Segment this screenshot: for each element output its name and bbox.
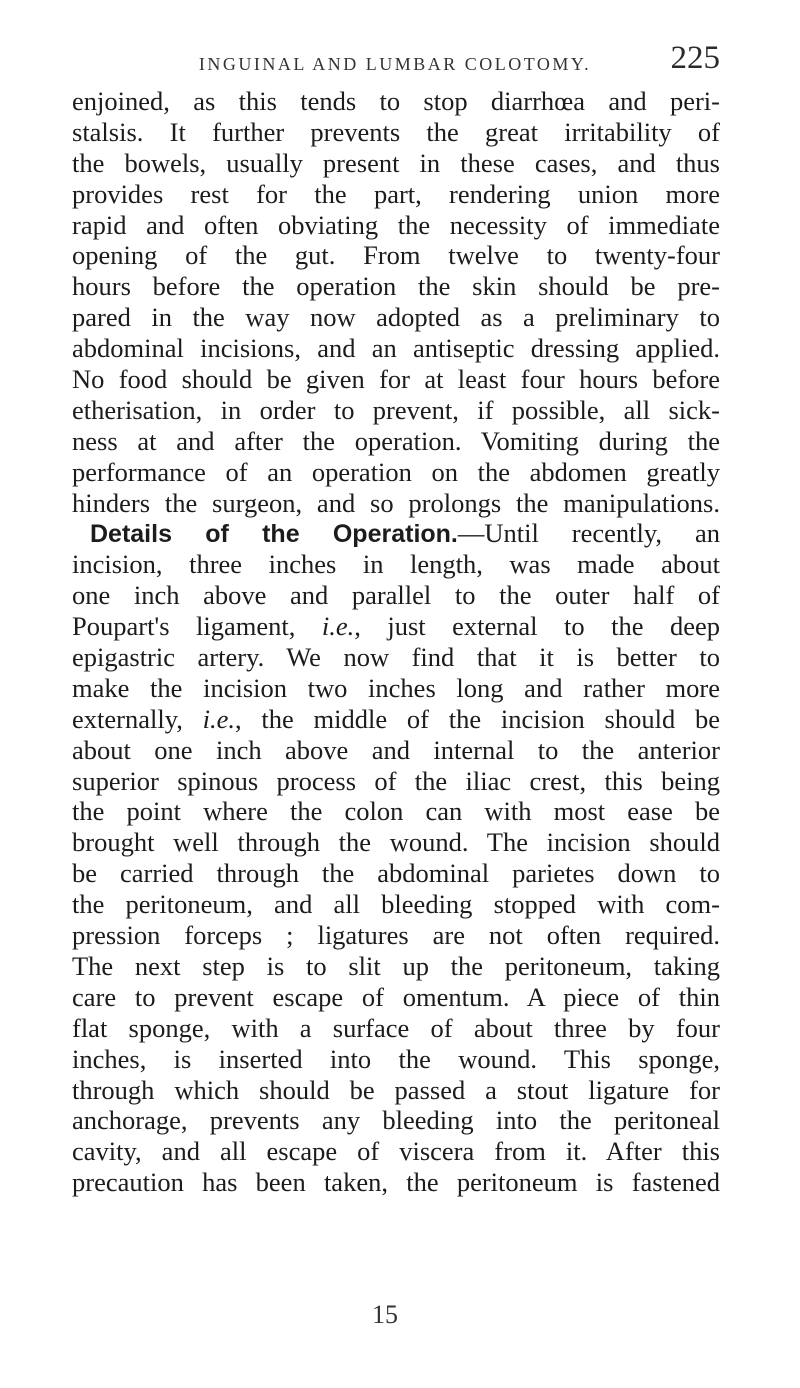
section-heading: Details of the Operation. [90,520,458,549]
text-line: care to prevent escape of omentum. A piece of thin [72,981,720,1012]
text-line: provides rest for the part, rendering union more [72,178,720,209]
running-head [70,40,720,90]
section-heading-continuation: —Until recently, an [457,518,720,549]
printer-signature: 15 [372,1300,398,1329]
text-line: pression forceps ; ligatures are not often required. [72,920,720,951]
text-line: flat sponge, with a surface of about three by four [72,1012,720,1043]
text-line: abdominal incisions, and an antiseptic dressing applied. [72,333,720,364]
text-line: through which should be passed a stout ligature for [72,1074,720,1105]
text-line: performance of an operation on the abdomen greatly [72,456,720,487]
text-line: make the incision two inches long and rather more [72,672,720,703]
text-line: epigastric artery. We now find that it is better to [72,642,720,673]
text-line: hinders the surgeon, and so prolongs the manipulations. [72,487,720,518]
text-line: incision, three inches in length, was made about [72,549,720,580]
text-fragment: Poupart's ligament, [72,611,322,642]
text-line: The next step is to slit up the peritoneum, taking [72,950,720,981]
text-line: hours before the operation the skin should be pre- [72,271,720,302]
text-fragment: , just external to the deep [354,611,720,642]
text-line: brought well through the wound. The incision should [72,827,720,858]
text-line: cavity, and all escape of viscera from it. After this [72,1136,720,1167]
text-line: the bowels, usually present in these cases, and thus [72,147,720,178]
italic-abbreviation: i.e. [321,611,355,642]
text-fragment: , the middle of the incision should be [235,703,720,734]
text-line: the peritoneum, and all bleeding stopped with com- [72,889,720,920]
page-number: 225 [670,40,720,76]
section-heading-line [72,518,720,549]
text-line [72,611,720,642]
text-line: etherisation, in order to prevent, if possible, all sick- [72,394,720,425]
text-line: precaution has been taken, the peritoneum is fastened [72,1167,720,1198]
text-fragment: externally, [72,703,203,734]
text-line: the point where the colon can with most ease be [72,796,720,827]
text-line: one inch above and parallel to the outer half of [72,580,720,611]
text-line: ness at and after the operation. Vomiting during the [72,425,720,456]
italic-abbreviation: i.e. [202,703,235,734]
text-line: No food should be given for at least four hours before [72,364,720,395]
text-line: superior spinous process of the iliac crest, this being [72,765,720,796]
running-title: INGUINAL AND LUMBAR COLOTOMY. [198,54,592,74]
text-line: opening of the gut. From twelve to twenty-four [72,240,720,271]
text-line: anchorage, prevents any bleeding into the peritoneal [72,1105,720,1136]
text-line: inches, is inserted into the wound. This sponge, [72,1043,720,1074]
text-line [72,704,720,735]
text-line: pared in the way now adopted as a preliminary to [72,302,720,333]
text-line: rapid and often obviating the necessity of immediate [72,209,720,240]
body-text [72,86,720,1316]
text-line: be carried through the abdominal parietes down to [72,858,720,889]
text-line: about one inch above and internal to the anterior [72,734,720,765]
text-line: enjoined, as this tends to stop diarrhœa and peri- [72,86,720,116]
text-line: stalsis. It further prevents the great irritability of [72,116,720,147]
